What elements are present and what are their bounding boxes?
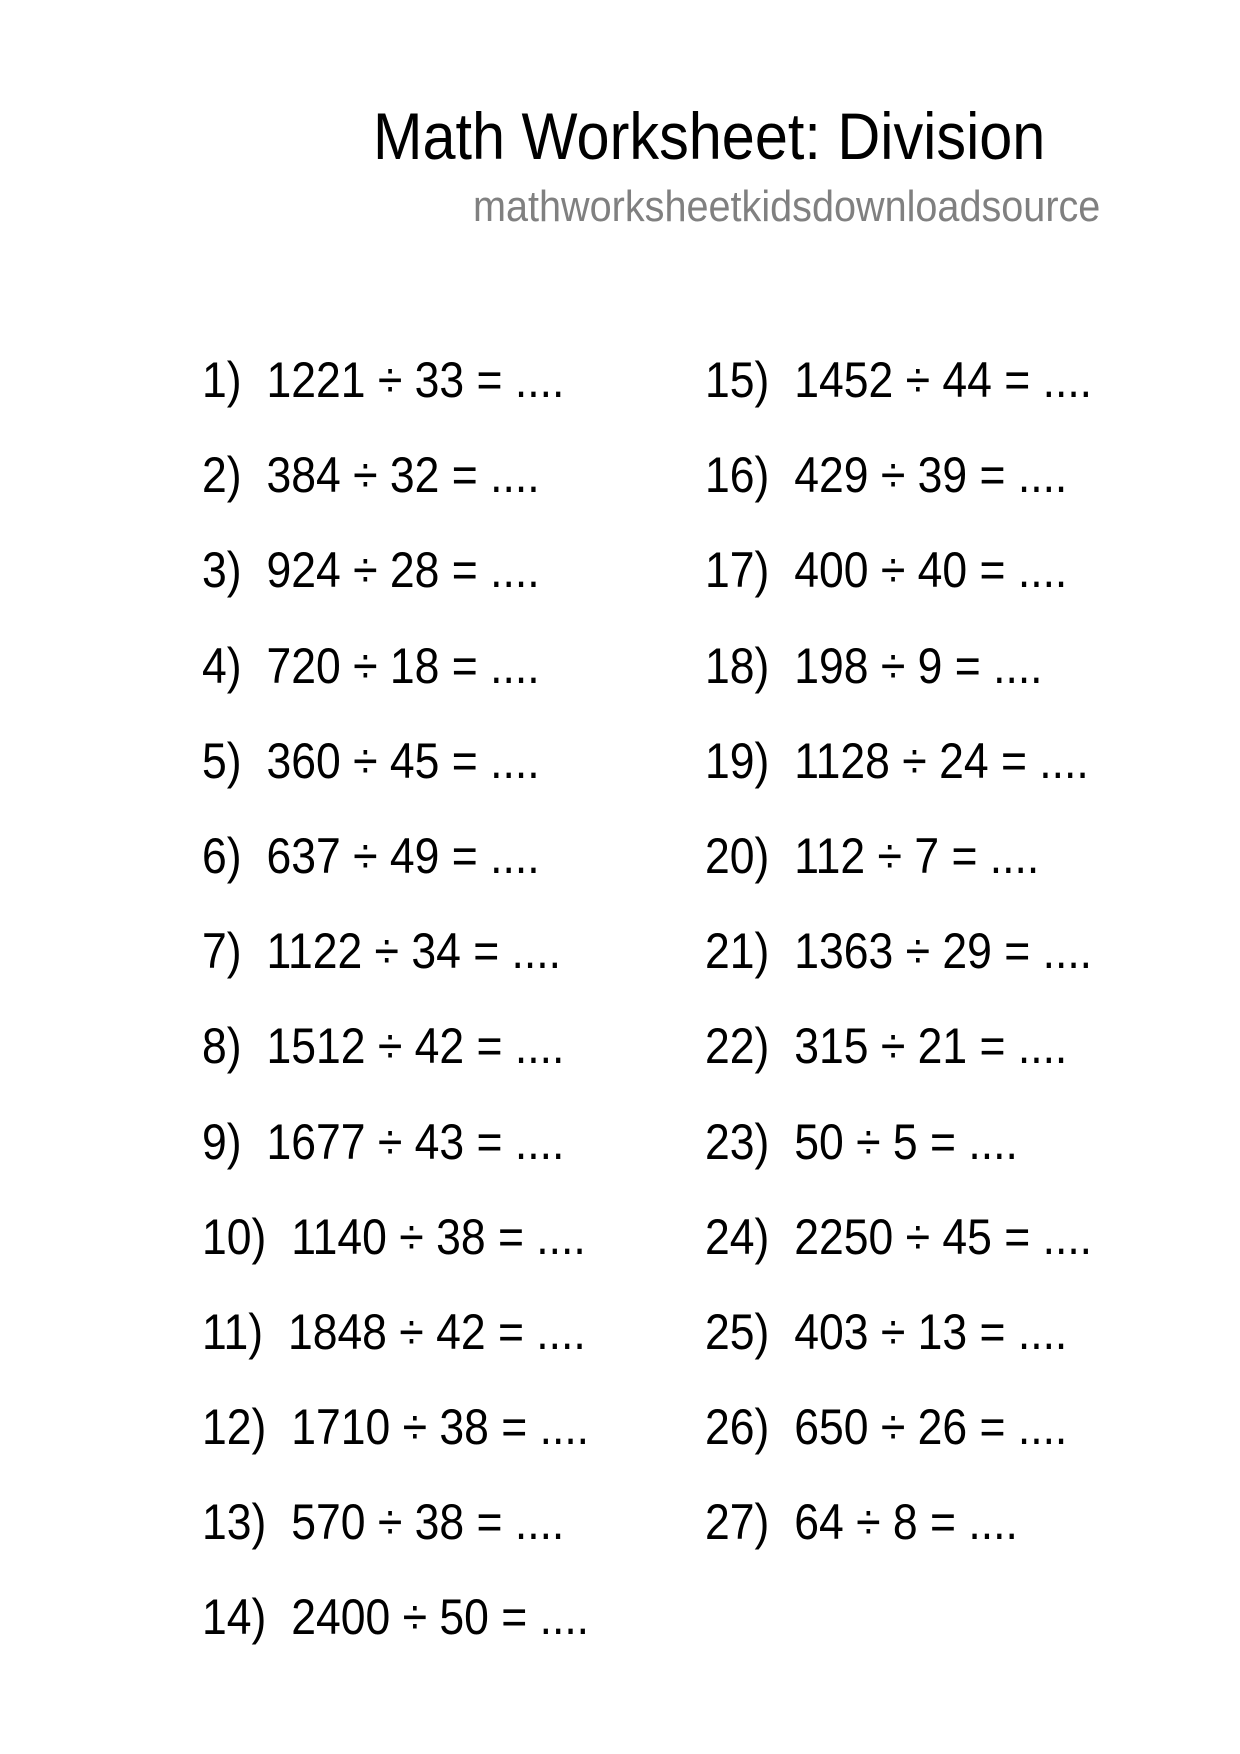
problem-number: 4) [202, 637, 242, 694]
problem-number: 7) [202, 923, 242, 980]
division-problem [705, 1112, 1092, 1207]
problem-number: 6) [202, 827, 242, 884]
problem-expression: 1122 ÷ 34 = .... [266, 923, 562, 980]
problem-expression: 1363 ÷ 29 = .... [794, 923, 1093, 980]
problem-expression: 198 ÷ 9 = .... [794, 637, 1043, 694]
problem-number: 1) [202, 352, 242, 408]
problem-expression: 1452 ÷ 44 = .... [794, 352, 1093, 408]
problem-expression: 2400 ÷ 50 = .... [291, 1589, 590, 1646]
division-problem [202, 826, 589, 921]
division-problem [202, 350, 589, 445]
division-problem [202, 1397, 589, 1492]
problem-number: 15) [705, 352, 770, 408]
problem-expression: 1128 ÷ 24 = .... [794, 732, 1089, 789]
problem-expression: 1512 ÷ 42 = .... [266, 1018, 565, 1075]
problem-expression: 315 ÷ 21 = .... [794, 1018, 1068, 1075]
division-problem [705, 1492, 1092, 1587]
problem-expression: 384 ÷ 32 = .... [266, 447, 540, 504]
problem-number: 13) [202, 1494, 267, 1551]
problem-number: 12) [202, 1399, 267, 1456]
source-subtitle: mathworksheetkidsdownloadsource [473, 182, 1101, 231]
division-problem [705, 1302, 1092, 1397]
problem-expression: 403 ÷ 13 = .... [794, 1303, 1068, 1360]
problem-expression: 637 ÷ 49 = .... [266, 827, 540, 884]
problem-number: 3) [202, 542, 242, 599]
problem-expression: 64 ÷ 8 = .... [794, 1494, 1018, 1551]
division-problem [705, 540, 1092, 635]
problem-expression: 400 ÷ 40 = .... [794, 542, 1068, 599]
problem-number: 5) [202, 732, 242, 789]
division-problem [705, 826, 1092, 921]
problem-expression: 1140 ÷ 38 = .... [291, 1208, 586, 1265]
problem-number: 16) [705, 447, 770, 504]
problem-number: 11) [202, 1303, 264, 1360]
worksheet-title: Math Worksheet: Division [373, 99, 1046, 173]
problem-number: 18) [705, 637, 770, 694]
division-problem [202, 445, 589, 540]
problem-expression: 924 ÷ 28 = .... [266, 542, 540, 599]
problem-number: 10) [202, 1208, 267, 1265]
division-problem [202, 540, 589, 635]
division-problem [202, 1492, 589, 1587]
division-problem [202, 636, 589, 731]
division-problem [202, 1587, 589, 1682]
division-problem [705, 1397, 1092, 1492]
problem-expression: 1677 ÷ 43 = .... [266, 1113, 565, 1170]
division-problem [202, 1112, 589, 1207]
problem-expression: 2250 ÷ 45 = .... [794, 1208, 1093, 1265]
right-problem-column [705, 350, 1140, 1587]
problem-number: 19) [705, 732, 770, 789]
division-problem [705, 1016, 1092, 1111]
problem-number: 23) [705, 1113, 770, 1170]
problem-expression: 1848 ÷ 42 = .... [287, 1303, 586, 1360]
division-problem [705, 921, 1092, 1016]
division-problem [202, 1207, 589, 1302]
problem-expression: 570 ÷ 38 = .... [291, 1494, 565, 1551]
division-problem [202, 921, 589, 1016]
problem-number: 2) [202, 447, 242, 504]
division-problem [705, 1207, 1092, 1302]
problem-expression: 720 ÷ 18 = .... [266, 637, 540, 694]
problem-number: 22) [705, 1018, 770, 1075]
problem-number: 25) [705, 1303, 770, 1360]
division-problem [202, 1302, 589, 1397]
division-problem [705, 731, 1092, 826]
division-problem [705, 636, 1092, 731]
problem-number: 21) [705, 923, 770, 980]
problem-number: 17) [705, 542, 770, 599]
problem-expression: 360 ÷ 45 = .... [266, 732, 540, 789]
problem-number: 27) [705, 1494, 770, 1551]
problem-number: 9) [202, 1113, 242, 1170]
problem-expression: 50 ÷ 5 = .... [794, 1113, 1018, 1170]
problem-expression: 1221 ÷ 33 = .... [266, 352, 565, 408]
problem-expression: 112 ÷ 7 = .... [794, 827, 1040, 884]
problem-number: 14) [202, 1589, 267, 1646]
left-problem-column [202, 350, 637, 1683]
division-problem [202, 731, 589, 826]
division-problem [202, 1016, 589, 1111]
problem-number: 8) [202, 1018, 242, 1075]
division-problem [705, 350, 1092, 445]
problem-expression: 650 ÷ 26 = .... [794, 1399, 1068, 1456]
problem-number: 26) [705, 1399, 770, 1456]
problem-expression: 429 ÷ 39 = .... [794, 447, 1068, 504]
problem-expression: 1710 ÷ 38 = .... [291, 1399, 590, 1456]
problem-number: 20) [705, 827, 770, 884]
division-problem [705, 445, 1092, 540]
problem-number: 24) [705, 1208, 770, 1265]
